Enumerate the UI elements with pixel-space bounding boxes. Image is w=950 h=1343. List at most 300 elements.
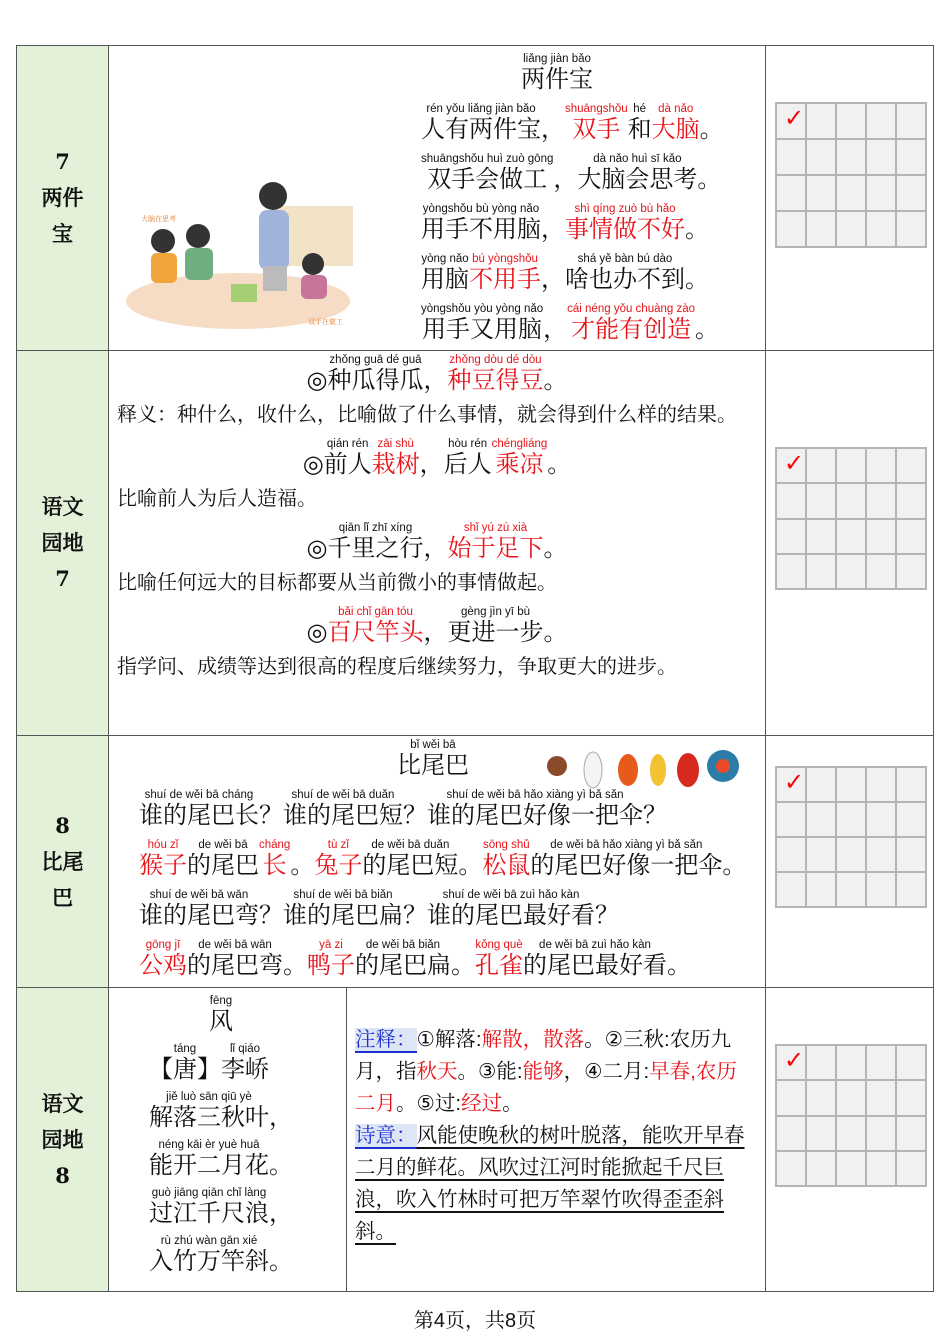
idiom-explanation: 比喻前人为后人造福。 bbox=[117, 488, 317, 510]
pinyin-word bbox=[447, 521, 543, 563]
pinyin: yā zi bbox=[319, 939, 343, 951]
punctuation: 。 bbox=[697, 166, 722, 193]
label-line: 比尾 bbox=[41, 848, 84, 874]
grid-square bbox=[806, 211, 836, 247]
pinyin-word bbox=[475, 938, 523, 980]
pinyin-word bbox=[259, 838, 290, 880]
pinyin-word bbox=[283, 888, 403, 930]
pinyin-word bbox=[565, 102, 628, 144]
pinyin-word bbox=[469, 252, 541, 294]
pinyin: shuí de wěi bā biǎn bbox=[293, 889, 393, 901]
grid-square bbox=[806, 175, 836, 211]
grid-square bbox=[896, 1116, 926, 1151]
practice-grid[interactable] bbox=[775, 102, 927, 248]
pinyin: hé bbox=[633, 103, 647, 115]
pinyin-word bbox=[187, 938, 283, 980]
practice-cell bbox=[766, 988, 934, 1292]
checkmark-icon: ✓ bbox=[784, 105, 805, 132]
pinyin-word bbox=[307, 938, 355, 980]
grid-square bbox=[836, 175, 866, 211]
pinyin-word bbox=[577, 152, 697, 194]
grid-square bbox=[866, 519, 896, 554]
pinyin: yòngshǒu yòu yòng nǎo bbox=[421, 303, 544, 315]
text-line bbox=[421, 302, 761, 344]
hanzi: 的尾巴好像一把伞 bbox=[530, 852, 723, 879]
lesson-label bbox=[17, 351, 109, 736]
pinyin-word bbox=[421, 152, 553, 194]
grid-square bbox=[866, 1151, 896, 1186]
poem-notes bbox=[347, 988, 765, 1291]
grid-square bbox=[866, 175, 896, 211]
text-line bbox=[149, 994, 346, 1036]
grid-square bbox=[896, 448, 926, 483]
practice-cell bbox=[766, 46, 934, 351]
pinyin: dà nǎo huì sī kǎo bbox=[593, 153, 682, 165]
pinyin-word bbox=[314, 838, 362, 880]
pinyin: sōng shǔ bbox=[483, 839, 530, 851]
note-text: ①解落: bbox=[416, 1028, 482, 1051]
pinyin: rù zhú wàn gān xié bbox=[160, 1235, 258, 1247]
pinyin: de wěi bā hǎo xiàng yì bǎ sǎn bbox=[550, 839, 703, 851]
hanzi: 两件宝 bbox=[521, 66, 593, 93]
grid-square bbox=[776, 837, 806, 872]
pinyin-word bbox=[149, 1090, 269, 1132]
grid-square bbox=[806, 837, 836, 872]
hanzi: 能开二月花 bbox=[149, 1152, 269, 1179]
pinyin: bǐ wěi bā bbox=[410, 739, 456, 751]
grid-square bbox=[806, 1045, 836, 1080]
pinyin: néng kāi èr yuè huā bbox=[158, 1139, 260, 1151]
grid-square bbox=[776, 802, 806, 837]
idiom-line bbox=[109, 605, 765, 647]
pinyin: shǐ yú zú xià bbox=[463, 522, 528, 534]
lesson-content bbox=[109, 988, 766, 1292]
punctuation: ， bbox=[553, 166, 578, 193]
pinyin: shì qíng zuò bù hǎo bbox=[574, 203, 676, 215]
grid-square bbox=[836, 483, 866, 518]
hanzi: 人有两件宝 bbox=[421, 116, 541, 143]
idiom-line bbox=[109, 353, 765, 395]
grid-square bbox=[806, 767, 836, 802]
pinyin: liǎng jiàn bǎo bbox=[523, 53, 591, 65]
pinyin-word bbox=[139, 788, 259, 830]
punctuation: 。 bbox=[269, 1248, 293, 1275]
grid-square bbox=[896, 1080, 926, 1115]
practice-cell bbox=[766, 351, 934, 736]
label-line: 7 bbox=[55, 566, 70, 591]
grid-square bbox=[866, 211, 896, 247]
hanzi: 【唐】 bbox=[149, 1056, 221, 1083]
pinyin: shuāngshǒu bbox=[565, 103, 628, 115]
pinyin-word bbox=[421, 102, 541, 144]
punctuation: 。 bbox=[543, 535, 568, 562]
grid-square bbox=[806, 1080, 836, 1115]
poem-block bbox=[421, 46, 761, 344]
poem-lines bbox=[421, 102, 761, 344]
punctuation: 。 bbox=[451, 952, 475, 979]
practice-grid[interactable] bbox=[775, 1044, 927, 1187]
hanzi: 风 bbox=[209, 1008, 233, 1035]
pinyin: gèng jìn yī bù bbox=[460, 606, 530, 618]
grid-square bbox=[776, 1116, 806, 1151]
idiom-list bbox=[109, 353, 765, 685]
classroom-illustration bbox=[123, 166, 353, 331]
pinyin: fēng bbox=[209, 995, 233, 1007]
grid-square bbox=[836, 211, 866, 247]
hanzi: 用手又用脑 bbox=[422, 316, 543, 343]
idiom-explanation: 指学问、成绩等达到很高的程度后继续努力，争取更大的进步。 bbox=[117, 656, 677, 678]
hanzi: 谁的尾巴好像一把伞 bbox=[427, 802, 643, 829]
grid-square bbox=[896, 554, 926, 589]
grid-square bbox=[776, 483, 806, 518]
pinyin: shá yě bàn bú dào bbox=[577, 253, 673, 265]
grid-square bbox=[836, 767, 866, 802]
hanzi: 百尺竿头 bbox=[327, 619, 424, 646]
punctuation: ？ bbox=[403, 902, 427, 929]
grid-square bbox=[806, 872, 836, 907]
grid-square bbox=[836, 448, 866, 483]
pinyin: qiān lǐ zhī xíng bbox=[338, 522, 413, 534]
grid-square bbox=[806, 103, 836, 139]
illustration-caption: 大脑在思考 bbox=[141, 216, 176, 223]
pinyin-word bbox=[149, 1138, 269, 1180]
grid-square bbox=[866, 802, 896, 837]
pinyin-word bbox=[530, 838, 722, 880]
grid-square bbox=[806, 483, 836, 518]
hanzi: 谁的尾巴长 bbox=[139, 802, 259, 829]
text-line bbox=[149, 1090, 346, 1132]
lesson-row-7 bbox=[17, 46, 934, 351]
punctuation: ◎ bbox=[306, 367, 328, 394]
hanzi: 大脑 bbox=[651, 116, 700, 143]
lesson-content bbox=[109, 736, 766, 988]
label-line: 两件 bbox=[41, 185, 84, 210]
pinyin-word bbox=[327, 605, 423, 647]
pinyin-word bbox=[362, 838, 458, 880]
label-line: 巴 bbox=[52, 884, 73, 910]
hanzi: 用脑 bbox=[421, 266, 469, 293]
pinyin: shuí de wěi bā hǎo xiàng yì bǎ sǎn bbox=[446, 789, 624, 801]
punctuation: 。 bbox=[685, 216, 709, 243]
pinyin-word bbox=[492, 437, 548, 479]
grid-square bbox=[836, 1151, 866, 1186]
punctuation: 。 bbox=[547, 451, 572, 478]
grid-square bbox=[866, 554, 896, 589]
pinyin: bǎi chǐ gān tóu bbox=[338, 606, 413, 618]
pinyin: jiě luò sān qiū yè bbox=[166, 1091, 252, 1103]
text-line bbox=[139, 838, 765, 880]
pinyin: shuí de wěi bā duǎn bbox=[291, 789, 395, 801]
punctuation: 。 bbox=[722, 852, 747, 879]
hanzi: 的尾巴短 bbox=[362, 852, 459, 879]
label-line: 语文 bbox=[41, 1090, 84, 1116]
pinyin: hóu zǐ bbox=[147, 839, 179, 851]
text-line bbox=[421, 152, 761, 194]
grid-square bbox=[776, 1080, 806, 1115]
hanzi: 鸭子 bbox=[307, 952, 355, 979]
hanzi: 和 bbox=[627, 116, 652, 143]
note-text: 。⑤过: bbox=[396, 1092, 462, 1115]
hanzi: 谁的尾巴最好看 bbox=[427, 902, 595, 929]
pinyin: cháng bbox=[259, 839, 291, 851]
pinyin: bú yòngshǒu bbox=[472, 253, 538, 265]
pinyin-word bbox=[187, 838, 259, 880]
pinyin: gōng jī bbox=[145, 939, 181, 951]
punctuation: ， bbox=[423, 619, 448, 646]
practice-grid[interactable] bbox=[775, 447, 927, 590]
punctuation: ◎ bbox=[302, 451, 324, 478]
text-line bbox=[421, 102, 761, 144]
lesson-row-garden-7 bbox=[17, 351, 934, 736]
pinyin-word bbox=[628, 102, 652, 144]
practice-cell bbox=[766, 736, 934, 988]
checkmark-icon: ✓ bbox=[784, 769, 805, 796]
hanzi: 的尾巴弯 bbox=[187, 952, 283, 979]
punctuation: ？ bbox=[259, 902, 283, 929]
page-number: 第4页，共8页 bbox=[413, 1310, 537, 1332]
note-text: 经过 bbox=[461, 1092, 503, 1115]
note-text: 解散，散落 bbox=[481, 1028, 585, 1051]
pinyin: shuí de wěi bā wān bbox=[149, 889, 249, 901]
grid-square bbox=[896, 139, 926, 175]
pinyin: de wěi bā zuì hǎo kàn bbox=[539, 939, 651, 951]
lesson-content bbox=[109, 351, 766, 736]
hanzi: 过江千尺浪 bbox=[149, 1200, 269, 1227]
grid-square bbox=[776, 175, 806, 211]
grid-square bbox=[866, 767, 896, 802]
pinyin: lǐ qiáo bbox=[229, 1043, 261, 1055]
punctuation: ， bbox=[541, 266, 565, 293]
grid-square bbox=[836, 1116, 866, 1151]
punctuation: ， bbox=[541, 116, 565, 143]
hanzi: 猴子 bbox=[139, 852, 187, 879]
grid-square bbox=[776, 554, 806, 589]
pinyin: tù zǐ bbox=[327, 839, 349, 851]
grid-square bbox=[866, 139, 896, 175]
grid-square bbox=[896, 483, 926, 518]
hanzi: 比尾巴 bbox=[397, 752, 469, 779]
pinyin: qián rén bbox=[326, 438, 369, 450]
label-line: 园地 bbox=[41, 530, 84, 555]
pinyin-word bbox=[421, 302, 543, 344]
poem-lines bbox=[139, 788, 765, 980]
grid-square bbox=[836, 1080, 866, 1115]
pinyin-word bbox=[372, 437, 420, 479]
pinyin: yòngshǒu bù yòng nǎo bbox=[422, 203, 540, 215]
note-text: ，④二月: bbox=[563, 1060, 650, 1083]
hanzi: 种瓜得瓜 bbox=[327, 367, 424, 394]
pinyin: zāi shù bbox=[377, 438, 414, 450]
punctuation: ， bbox=[543, 316, 568, 343]
grid-square bbox=[866, 103, 896, 139]
hanzi: 才能有创造 bbox=[571, 316, 692, 343]
grid-square bbox=[836, 519, 866, 554]
pinyin-word bbox=[482, 838, 530, 880]
idiom-explanation: 释义：种什么，收什么，比喻做了什么事情，就会得到什么样的结果。 bbox=[117, 404, 737, 426]
pinyin-word bbox=[565, 202, 685, 244]
text-line bbox=[149, 1138, 346, 1180]
hanzi: 长 bbox=[262, 852, 287, 879]
lesson-row-garden-8 bbox=[17, 988, 934, 1292]
hanzi: 事情做不好 bbox=[565, 216, 685, 243]
pinyin: zhǒng dòu dé dòu bbox=[449, 354, 542, 366]
punctuation: 。 bbox=[543, 367, 568, 394]
text-line bbox=[149, 1186, 346, 1228]
grid-square bbox=[806, 448, 836, 483]
checkmark-icon: ✓ bbox=[784, 450, 805, 477]
practice-grid[interactable] bbox=[775, 766, 927, 908]
hanzi: 李峤 bbox=[221, 1056, 269, 1083]
pinyin-word bbox=[421, 252, 469, 294]
hanzi: 始于足下 bbox=[447, 535, 544, 562]
punctuation: 。 bbox=[667, 952, 691, 979]
poem-title bbox=[421, 52, 761, 94]
hanzi: 栽树 bbox=[371, 451, 420, 478]
pinyin-word bbox=[327, 521, 423, 563]
label-line: 宝 bbox=[52, 221, 73, 246]
grid-square bbox=[866, 1045, 896, 1080]
grid-square bbox=[896, 767, 926, 802]
label-line: 8 bbox=[55, 1162, 70, 1188]
note-text: 。 bbox=[502, 1092, 523, 1115]
checkmark-icon: ✓ bbox=[784, 1047, 805, 1074]
punctuation: ， bbox=[419, 451, 444, 478]
punctuation: 。 bbox=[458, 852, 483, 879]
pinyin-word bbox=[567, 302, 695, 344]
pinyin-word bbox=[521, 52, 593, 94]
grid-square bbox=[836, 802, 866, 837]
text-line bbox=[421, 202, 761, 244]
grid-square bbox=[836, 554, 866, 589]
grid-square bbox=[806, 139, 836, 175]
pinyin-word bbox=[149, 1042, 221, 1084]
grid-square bbox=[836, 103, 866, 139]
pinyin-word bbox=[327, 353, 423, 395]
pinyin-word bbox=[149, 1234, 269, 1276]
pinyin: rén yǒu liǎng jiàn bǎo bbox=[426, 103, 536, 115]
hanzi: 公鸡 bbox=[139, 952, 187, 979]
punctuation: ◎ bbox=[306, 619, 328, 646]
grid-square bbox=[836, 872, 866, 907]
pinyin-word bbox=[221, 1042, 269, 1084]
pinyin: chéngliáng bbox=[491, 438, 548, 450]
grid-square bbox=[896, 872, 926, 907]
pinyin-word bbox=[444, 437, 492, 479]
pinyin: yòng nǎo bbox=[421, 253, 469, 265]
hanzi: 更进一步 bbox=[447, 619, 544, 646]
pinyin-word bbox=[652, 102, 700, 144]
pinyin: guò jiāng qiān chǐ làng bbox=[151, 1187, 267, 1199]
grid-square bbox=[836, 1045, 866, 1080]
grid-square bbox=[866, 483, 896, 518]
note-text: 。②三秋:农历九月，指 bbox=[355, 1028, 732, 1083]
hanzi: 乘凉 bbox=[495, 451, 544, 478]
note-text: 。③能: bbox=[457, 1060, 523, 1083]
hanzi: 啥也办不到 bbox=[565, 266, 685, 293]
lesson-label bbox=[17, 736, 109, 988]
text-line bbox=[149, 1234, 346, 1276]
grid-square bbox=[896, 103, 926, 139]
pinyin-word bbox=[355, 938, 451, 980]
grid-square bbox=[896, 175, 926, 211]
pinyin: táng bbox=[173, 1043, 197, 1055]
grid-square bbox=[836, 139, 866, 175]
hanzi: 的尾巴 bbox=[187, 852, 259, 879]
grid-square bbox=[776, 139, 806, 175]
grid-square bbox=[776, 1151, 806, 1186]
pinyin-word bbox=[447, 605, 543, 647]
hanzi: 谁的尾巴弯 bbox=[139, 902, 259, 929]
punctuation: ， bbox=[269, 1104, 293, 1131]
lesson-table bbox=[16, 45, 934, 1292]
pinyin-word bbox=[209, 994, 233, 1036]
grid-square bbox=[806, 1116, 836, 1151]
pinyin: de wěi bā biǎn bbox=[365, 939, 441, 951]
pinyin: de wěi bā duǎn bbox=[371, 839, 450, 851]
illustration-caption: 双手在做工 bbox=[308, 319, 343, 326]
idiom-explanation: 比喻任何远大的目标都要从当前微小的事情做起。 bbox=[117, 572, 557, 594]
hanzi: 前人 bbox=[323, 451, 372, 478]
grid-square bbox=[806, 802, 836, 837]
grid-square bbox=[896, 837, 926, 872]
hanzi: 入竹万竿斜 bbox=[149, 1248, 269, 1275]
punctuation: 。 bbox=[269, 1152, 293, 1179]
grid-square bbox=[776, 211, 806, 247]
pinyin-word bbox=[324, 437, 372, 479]
pinyin-word bbox=[421, 202, 541, 244]
punctuation: 。 bbox=[283, 952, 307, 979]
lesson-label bbox=[17, 46, 109, 351]
grid-square bbox=[806, 554, 836, 589]
hanzi: 千里之行 bbox=[327, 535, 424, 562]
hanzi: 的尾巴最好看 bbox=[523, 952, 667, 979]
punctuation: ◎ bbox=[306, 535, 328, 562]
punctuation: ， bbox=[423, 367, 448, 394]
grid-square bbox=[836, 837, 866, 872]
hanzi: 种豆得豆 bbox=[447, 367, 544, 394]
label-line: 语文 bbox=[41, 494, 84, 519]
pinyin: hòu rén bbox=[448, 438, 488, 450]
idiom-line bbox=[109, 521, 765, 563]
pinyin: kǒng què bbox=[475, 939, 523, 951]
punctuation: ？ bbox=[403, 802, 427, 829]
punctuation: ？ bbox=[595, 902, 619, 929]
pinyin: shuāngshǒu huì zuò gōng bbox=[421, 153, 554, 165]
punctuation: 。 bbox=[685, 266, 709, 293]
grid-square bbox=[776, 872, 806, 907]
punctuation: ？ bbox=[259, 802, 283, 829]
punctuation: 。 bbox=[543, 619, 568, 646]
text-line bbox=[139, 888, 765, 930]
pinyin-word bbox=[139, 888, 259, 930]
hanzi: 谁的尾巴短 bbox=[283, 802, 403, 829]
punctuation: 。 bbox=[290, 852, 315, 879]
hanzi: 谁的尾巴扁 bbox=[283, 902, 403, 929]
pinyin-word bbox=[523, 938, 667, 980]
pinyin-word bbox=[565, 252, 685, 294]
ancient-poem bbox=[109, 988, 347, 1291]
hanzi: 双手 bbox=[572, 116, 621, 143]
grid-square bbox=[866, 1080, 896, 1115]
grid-square bbox=[896, 802, 926, 837]
pinyin-word bbox=[149, 1186, 269, 1228]
grid-square bbox=[806, 1151, 836, 1186]
note-label: 注释： bbox=[355, 1028, 417, 1051]
hanzi: 大脑会思考 bbox=[577, 166, 698, 193]
grid-square bbox=[896, 211, 926, 247]
hanzi: 松鼠 bbox=[482, 852, 531, 879]
note-text: 秋天 bbox=[416, 1060, 458, 1083]
